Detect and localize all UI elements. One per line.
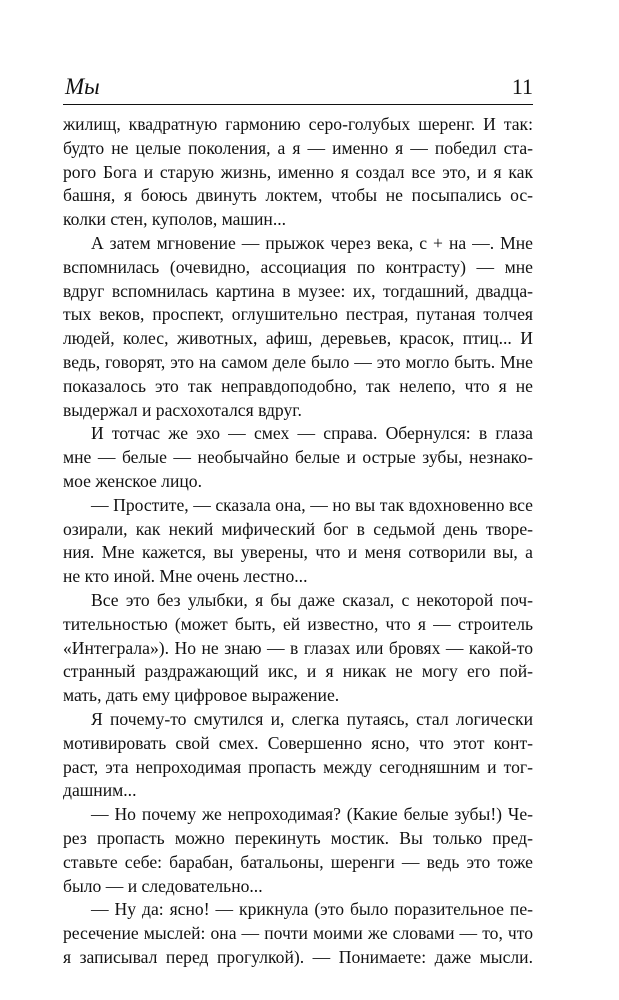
text-line: жилищ, квадратную гармонию серо-голубых шеренг. И так: — [63, 114, 533, 134]
text-line: «Интеграла»). Но не знаю — в глазах или бровях — какой-то — [63, 637, 533, 658]
book-title: Мы — [65, 74, 100, 99]
text-line: будто не целые поколения, а я — именно я — победил ста- — [63, 137, 533, 158]
text-line: не кто иной. Мне очень лестно... — [63, 566, 308, 587]
text-line: я записывал перед прогулкой). — Понимаете: даже мысли. — [63, 946, 533, 967]
text-line: ставьте себе: барабан, батальоны, шеренги — ведь это тоже — [63, 851, 533, 872]
page-number: 11 — [511, 74, 533, 99]
text-line: ведь, говорят, это на самом деле было — это могло быть. Мне — [63, 351, 533, 372]
text-line: — Ну да: ясно! — крикнула (это было поразительное пе- — [91, 899, 533, 920]
text-line: мать, дать ему цифровое выражение. — [63, 685, 340, 706]
text-line: башня, я боюсь двинуть локтем, чтобы не посыпались ос- — [63, 185, 533, 206]
text-line: вспомнилась (очевидно, ассоциация по контрасту) — мне — [63, 256, 533, 277]
text-line: тых веков, проспект, оглушительно пестрая, путаная толчея — [63, 304, 533, 325]
text-line: Все это без улыбки, я бы даже сказал, с некоторой поч- — [91, 589, 533, 610]
text-line: вдруг вспомнилась картина в музее: их, тогдашний, двадца- — [63, 280, 533, 301]
text-line: И тотчас же эхо — смех — справа. Обернулся: в глаза — [91, 423, 533, 444]
text-line: озирали, как некий мифический бог в седьмой день творе- — [63, 518, 533, 539]
text-line: А затем мгновение — прыжок через века, с + на —. Мне — [91, 232, 533, 253]
text-line: было — и следовательно... — [63, 875, 263, 896]
text-line: людей, колес, животных, афиш, деревьев, красок, птиц... И — [63, 328, 533, 349]
text-line: мотивировать свой смех. Совершенно ясно, что этот конт- — [63, 732, 533, 753]
body-text — [63, 113, 533, 970]
text-line: ресечение мыслей: она — почти моими же словами — то, что — [63, 923, 533, 944]
text-line: рез пропасть можно перекинуть мостик. Вы только пред- — [63, 827, 533, 848]
text-line: дашним... — [63, 780, 137, 801]
text-line: — Но почему же непроходимая? (Какие белые зубы!) Че- — [91, 804, 533, 825]
text-line: показалось это так неправдоподобно, так нелепо, что я не — [63, 375, 533, 396]
text-line: ния. Мне кажется, вы уверены, что и меня сотворили вы, а — [63, 542, 533, 563]
header-rule — [63, 104, 533, 105]
text-line: мое женское лицо. — [63, 470, 202, 491]
text-line: Я почему-то смутился и, слегка путаясь, стал логически — [91, 708, 533, 729]
running-head — [63, 72, 533, 104]
text-line: выдержал и расхохотался вдруг. — [63, 399, 302, 420]
text-line: — Простите, — сказала она, — но вы так вдохновенно все — [91, 494, 533, 515]
text-line: странный раздражающий икс, и я никак не могу его пой- — [63, 661, 533, 682]
text-line: рого Бога и старую жизнь, именно я создал все это, и я как — [63, 161, 533, 182]
text-line: раст, эта непроходимая пропасть между сегодняшним и тог- — [63, 756, 533, 777]
text-line: тительностью (может быть, ей известно, что я — строитель — [63, 613, 533, 634]
text-line: мне — белые — необычайно белые и острые зубы, незнако- — [63, 447, 533, 468]
text-line: колки стен, куполов, машин... — [63, 209, 287, 230]
